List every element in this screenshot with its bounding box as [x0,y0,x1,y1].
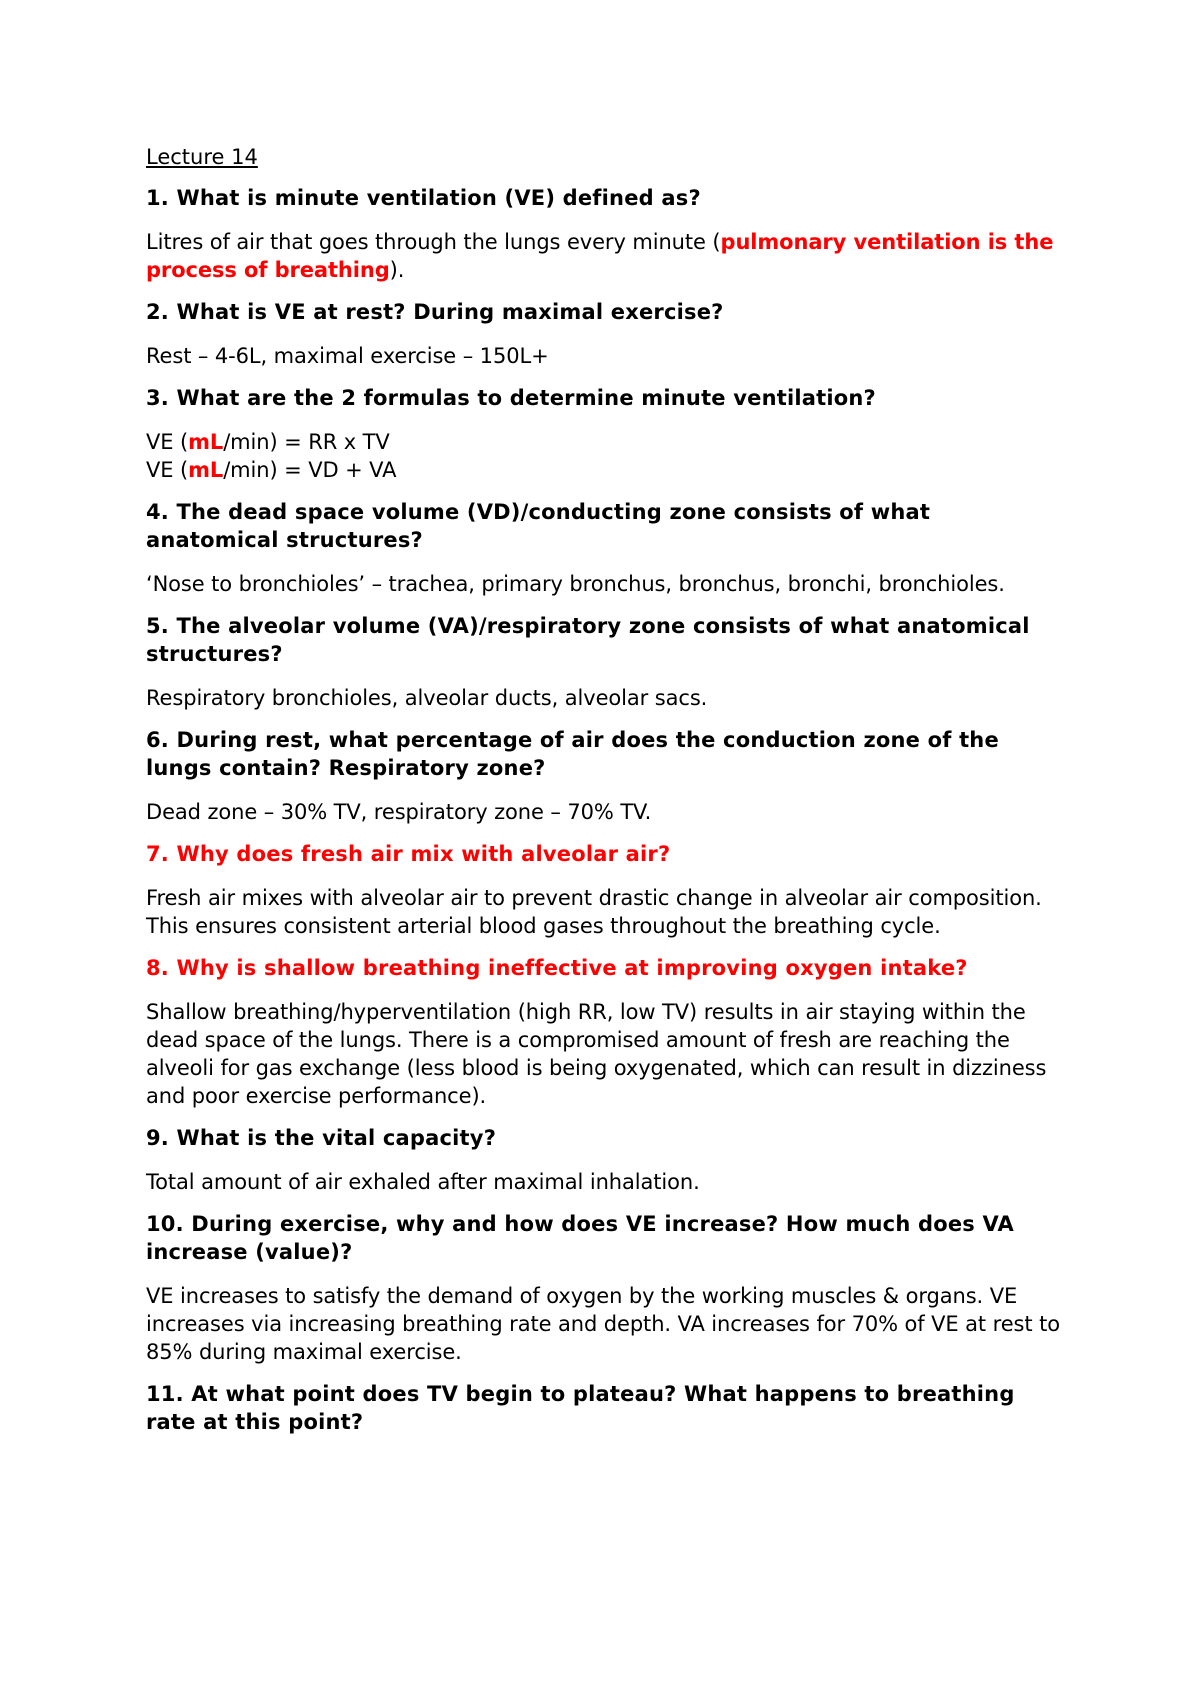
question-2: 2. What is VE at rest? During maximal exercise? [146,300,724,324]
question-7: 7. Why does fresh air mix with alveolar air? [146,842,671,866]
lecture-title: Lecture 14 [146,145,258,169]
question-10: 10. During exercise, why and how does VE increase? How much does VA increase (value)? [146,1212,1014,1264]
formula-1-post: /min) = RR x TV [223,430,390,454]
question-1: 1. What is minute ventilation (VE) defined as? [146,186,701,210]
answer-1-highlight: pulmonary ventilation is the process of breathing [146,230,1054,282]
question-4: 4. The dead space volume (VD)/conducting zone consists of what anatomical structures? [146,500,931,552]
answer-2: Rest – 4-6L, maximal exercise – 150L+ [146,344,549,368]
answer-7: Fresh air mixes with alveolar air to prevent drastic change in alveolar air composition. This ensures consistent arterial blood gases throughout the breathing cycle. [146,886,1042,938]
formula-2-pre: VE ( [146,458,189,482]
question-5: 5. The alveolar volume (VA)/respiratory zone consists of what anatomical structures? [146,614,1030,666]
answer-8: Shallow breathing/hyperventilation (high RR, low TV) results in air staying within the dead space of the lungs. There is a compromised amount of fresh are reaching the alveoli for gas exchange (less blood is being oxygenated, which can result in dizziness and poor exercise performance). [146,1000,1047,1108]
question-3: 3. What are the 2 formulas to determine minute ventilation? [146,386,876,410]
answer-9: Total amount of air exhaled after maximal inhalation. [146,1170,700,1194]
answer-1 [146,228,1066,284]
document-page [146,143,1066,1452]
answer-10: VE increases to satisfy the demand of oxygen by the working muscles & organs. VE increases via increasing breathing rate and depth. VA increases for 70% of VE at rest to 85% during maximal exercise. [146,1284,1060,1364]
formula-2-unit: mL [188,458,224,482]
formula-line-1 [146,428,1066,456]
question-6: 6. During rest, what percentage of air does the conduction zone of the lungs contain? Respiratory zone? [146,728,999,780]
formula-1-unit: mL [188,430,224,454]
formula-2-post: /min) = VD + VA [223,458,397,482]
question-9: 9. What is the vital capacity? [146,1126,497,1150]
question-8: 8. Why is shallow breathing ineffective at improving oxygen intake? [146,956,968,980]
answer-6: Dead zone – 30% TV, respiratory zone – 70% TV. [146,800,652,824]
answer-5: Respiratory bronchioles, alveolar ducts, alveolar sacs. [146,686,708,710]
answer-3 [146,428,1066,484]
formula-line-2 [146,456,1066,484]
formula-1-pre: VE ( [146,430,189,454]
answer-1-end: ). [389,258,405,282]
answer-1-text: Litres of air that goes through the lungs every minute ( [146,230,721,254]
answer-4: ‘Nose to bronchioles’ – trachea, primary bronchus, bronchus, bronchi, bronchioles. [146,572,1005,596]
question-11: 11. At what point does TV begin to plateau? What happens to breathing rate at this point? [146,1382,1015,1434]
